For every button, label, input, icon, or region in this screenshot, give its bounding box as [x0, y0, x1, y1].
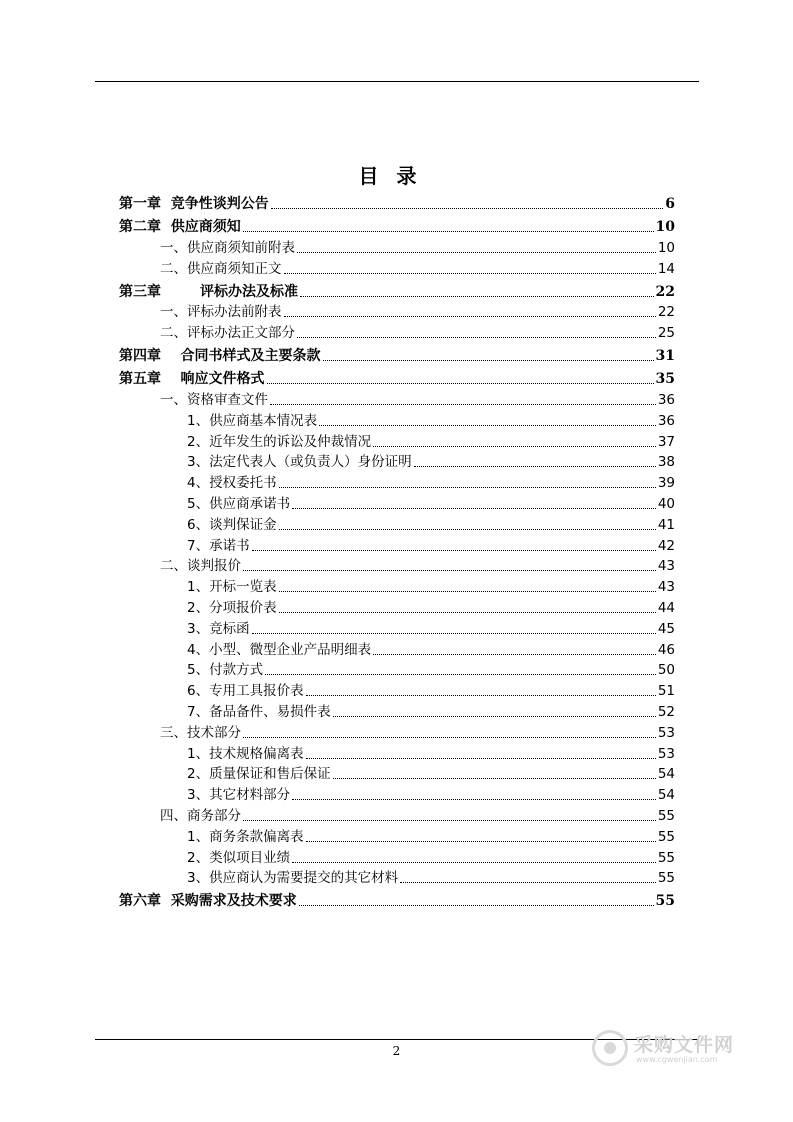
toc-entry[interactable]	[119, 763, 675, 784]
toc-entry-page: 50	[657, 662, 675, 679]
toc-entry-label: 一、资格审查文件	[160, 391, 268, 408]
toc-entry-label: 4、小型、微型企业产品明细表	[187, 641, 372, 658]
toc-entry[interactable]	[119, 321, 675, 342]
toc-entry-page: 10	[657, 239, 675, 256]
toc-dot-leader	[265, 674, 656, 675]
toc-entry-page: 53	[657, 745, 675, 762]
toc-dot-leader	[271, 208, 664, 209]
toc-entry[interactable]	[119, 213, 675, 236]
toc-entry-label: 3、竞标函	[187, 620, 250, 637]
header-rule	[95, 81, 699, 82]
toc-dot-leader	[306, 758, 656, 759]
toc-entry-page: 14	[657, 260, 675, 277]
toc-entry-page: 53	[657, 724, 675, 741]
toc-entry-label: 一、评标办法前附表	[160, 304, 282, 321]
table-of-contents	[119, 190, 675, 910]
toc-dot-leader	[297, 252, 656, 253]
toc-entry[interactable]	[119, 534, 675, 555]
toc-entry-label: 第五章 响应文件格式	[119, 371, 265, 388]
toc-dot-leader	[306, 841, 656, 842]
toc-entry[interactable]	[119, 190, 675, 213]
toc-dot-leader	[267, 383, 654, 384]
toc-entry-page: 10	[655, 219, 675, 235]
toc-entry-page: 36	[657, 412, 675, 429]
toc-dot-leader	[270, 404, 656, 405]
toc-dot-leader	[333, 778, 656, 779]
toc-entry-label: 2、类似项目业绩	[187, 849, 291, 866]
toc-dot-leader	[279, 591, 656, 592]
toc-entry-label: 3、法定代表人（或负责人）身份证明	[187, 454, 412, 471]
toc-dot-leader	[319, 425, 656, 426]
toc-entry[interactable]	[119, 513, 675, 534]
watermark	[592, 1028, 752, 1072]
toc-entry-page: 42	[657, 537, 675, 554]
toc-entry-label: 5、付款方式	[187, 662, 264, 679]
toc-entry-label: 1、商务条款偏离表	[187, 828, 304, 845]
toc-entry[interactable]	[119, 742, 675, 763]
toc-dot-leader	[243, 570, 656, 571]
toc-dot-leader	[284, 316, 656, 317]
toc-entry-page: 44	[657, 599, 675, 616]
toc-entry-page: 55	[657, 828, 675, 845]
toc-entry[interactable]	[119, 555, 675, 576]
toc-entry[interactable]	[119, 575, 675, 596]
toc-entry-label: 一、供应商须知前附表	[160, 239, 295, 256]
toc-entry-page: 22	[655, 283, 675, 300]
toc-dot-leader	[297, 337, 656, 338]
toc-entry[interactable]	[119, 236, 675, 257]
toc-entry-page: 43	[657, 558, 675, 575]
toc-entry-label: 二、评标办法正文部分	[160, 325, 295, 342]
toc-dot-leader	[292, 508, 656, 509]
toc-entry[interactable]	[119, 783, 675, 804]
toc-dot-leader	[279, 529, 656, 530]
toc-dot-leader	[279, 612, 656, 613]
toc-entry-page: 31	[655, 348, 675, 365]
toc-entry-page: 41	[657, 516, 675, 533]
toc-dot-leader	[279, 487, 656, 488]
toc-entry-label: 1、开标一览表	[187, 579, 277, 596]
toc-entry-label: 4、授权委托书	[187, 475, 277, 492]
toc-dot-leader	[243, 820, 656, 821]
toc-dot-leader	[414, 466, 656, 467]
toc-dot-leader	[373, 446, 656, 447]
toc-entry[interactable]	[119, 301, 675, 322]
toc-entry-page: 35	[655, 371, 675, 388]
toc-entry-page: 38	[657, 454, 675, 471]
toc-entry-page: 54	[657, 766, 675, 783]
toc-entry[interactable]	[119, 887, 675, 910]
toc-entry[interactable]	[119, 679, 675, 700]
toc-dot-leader	[252, 550, 656, 551]
toc-entry-label: 第二章 供应商须知	[119, 219, 241, 235]
toc-dot-leader	[300, 296, 654, 297]
toc-entry-page: 52	[657, 703, 675, 720]
toc-dot-leader	[323, 360, 654, 361]
toc-entry-page: 55	[657, 870, 675, 887]
page-number: 2	[392, 1044, 401, 1058]
toc-entry[interactable]	[119, 867, 675, 888]
toc-entry-label: 1、供应商基本情况表	[187, 412, 318, 429]
toc-entry-page: 22	[657, 304, 675, 321]
toc-entry-page: 54	[657, 787, 675, 804]
toc-entry-label: 2、近年发生的诉讼及仲裁情况	[187, 433, 372, 450]
toc-entry-label: 1、技术规格偏离表	[187, 745, 304, 762]
toc-entry-page: 25	[657, 325, 675, 342]
toc-entry-page: 37	[657, 433, 675, 450]
toc-entry[interactable]	[119, 804, 675, 825]
toc-entry[interactable]	[119, 721, 675, 742]
toc-entry-label: 2、质量保证和售后保证	[187, 766, 331, 783]
toc-dot-leader	[292, 799, 656, 800]
toc-entry-label: 2、分项报价表	[187, 599, 277, 616]
toc-entry[interactable]	[119, 659, 675, 680]
toc-dot-leader	[333, 716, 656, 717]
toc-entry-label: 第三章 评标办法及标准	[119, 283, 298, 300]
toc-entry[interactable]	[119, 278, 675, 301]
toc-entry[interactable]	[119, 342, 675, 365]
toc-entry-label: 三、技术部分	[160, 724, 241, 741]
toc-entry-page: 36	[657, 391, 675, 408]
toc-entry-page: 51	[657, 683, 675, 700]
toc-entry-page: 40	[657, 495, 675, 512]
toc-dot-leader	[243, 231, 654, 232]
toc-entry-label: 6、专用工具报价表	[187, 683, 304, 700]
toc-entry-label: 3、其它材料部分	[187, 787, 291, 804]
toc-entry-label: 第四章 合同书样式及主要条款	[119, 348, 321, 365]
toc-entry-label: 四、商务部分	[160, 807, 241, 824]
toc-dot-leader	[373, 654, 656, 655]
toc-entry-label: 7、备品备件、易损件表	[187, 703, 331, 720]
toc-entry-label: 第六章 采购需求及技术要求	[119, 893, 297, 910]
toc-entry[interactable]	[119, 388, 675, 409]
toc-entry[interactable]	[119, 596, 675, 617]
watermark-url: www.cgwenjian.com	[636, 1055, 718, 1064]
toc-entry-label: 二、谈判报价	[160, 558, 241, 575]
toc-entry-label: 3、供应商认为需要提交的其它材料	[187, 870, 399, 887]
toc-dot-leader	[252, 633, 656, 634]
toc-entry-label: 第一章 竞争性谈判公告	[119, 196, 269, 212]
toc-dot-leader	[284, 273, 656, 274]
toc-entry[interactable]	[119, 365, 675, 388]
watermark-logo-icon	[592, 1030, 628, 1066]
toc-entry-label: 二、供应商须知正文	[160, 260, 282, 277]
toc-entry-page: 55	[657, 807, 675, 824]
toc-entry-page: 43	[657, 579, 675, 596]
toc-entry-page: 55	[657, 849, 675, 866]
toc-entry[interactable]	[119, 825, 675, 846]
toc-title: 目录	[358, 164, 435, 188]
toc-entry[interactable]	[119, 430, 675, 451]
toc-entry[interactable]	[119, 451, 675, 472]
watermark-text: 采购文件网	[634, 1034, 735, 1056]
toc-entry-page: 45	[657, 620, 675, 637]
toc-entry[interactable]	[119, 846, 675, 867]
toc-dot-leader	[306, 695, 656, 696]
toc-entry-page: 39	[657, 475, 675, 492]
toc-entry-page: 55	[655, 893, 675, 910]
toc-entry[interactable]	[119, 492, 675, 513]
toc-entry[interactable]	[119, 638, 675, 659]
toc-entry[interactable]	[119, 409, 675, 430]
toc-entry-page: 46	[657, 641, 675, 658]
toc-dot-leader	[292, 862, 656, 863]
toc-entry[interactable]	[119, 700, 675, 721]
toc-entry-page: 6	[665, 196, 675, 212]
toc-entry[interactable]	[119, 617, 675, 638]
toc-entry-label: 7、承诺书	[187, 537, 250, 554]
toc-dot-leader	[400, 882, 656, 883]
toc-dot-leader	[299, 905, 654, 906]
toc-entry[interactable]	[119, 257, 675, 278]
toc-entry[interactable]	[119, 471, 675, 492]
toc-dot-leader	[243, 737, 656, 738]
toc-entry-label: 5、供应商承诺书	[187, 495, 291, 512]
toc-entry-label: 6、谈判保证金	[187, 516, 277, 533]
